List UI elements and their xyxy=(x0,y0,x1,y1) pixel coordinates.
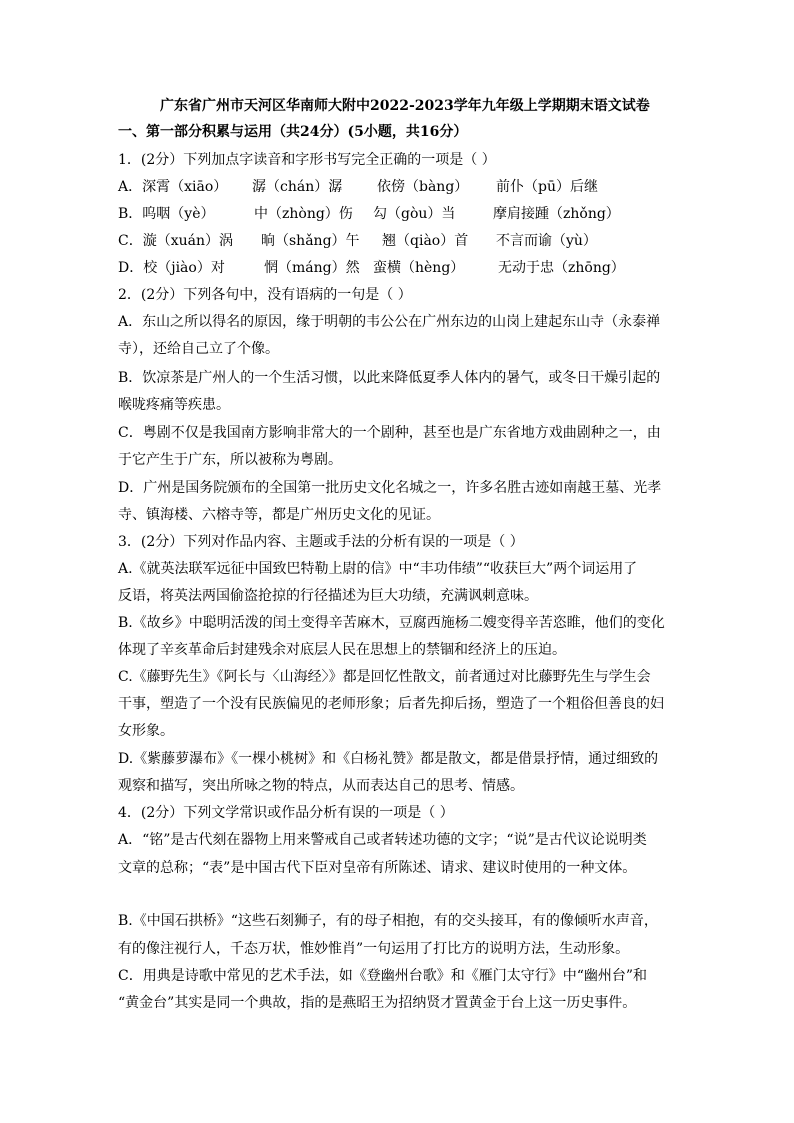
question-3-option-b-line-1: B.《故乡》中聪明活泼的闰土变得辛苦麻木，豆腐西施杨二嫂变得辛苦恣睢，他们的变化 xyxy=(118,615,665,631)
document-title: 广东省广州市天河区华南师大附中2022-2023学年九年级上学期期末语文试卷 xyxy=(160,98,650,114)
question-2-option-c-line-2: 于它产生于广东，所以被称为粤剧。 xyxy=(118,452,342,468)
question-3-option-c-line-2: 干事，塑造了一个没有民族偏见的老师形象；后者先抑后扬，塑造了一个粗俗但善良的妇 xyxy=(118,696,664,712)
question-4-option-a-line-2: 文章的总称；“表”是中国古代下臣对皇帝有所陈述、请求、建议时使用的一种文体。 xyxy=(118,860,637,876)
option-a-part-3: 依傍（bàng） xyxy=(377,179,469,195)
option-a-part-1: A．深霄（xiāo） xyxy=(118,179,228,195)
option-b-part-4: 摩肩接踵（zhǒng） xyxy=(493,206,620,222)
option-c-part-1: C．漩（xuán）涡 xyxy=(118,233,233,249)
question-2-option-b-line-1: B．饮凉茶是广州人的一个生活习惯，以此来降低夏季人体内的暑气，或冬日干燥引起的 xyxy=(118,370,661,386)
question-3-option-b-line-2: 体现了辛亥革命后封建残余对底层人民在思想上的禁锢和经济上的压迫。 xyxy=(118,642,566,658)
option-a-part-4: 前仆（pū）后继 xyxy=(496,179,598,195)
question-3-option-a-line-2: 反语，将英法两国偷盗抢掠的行径描述为巨大功绩，充满讽刺意味。 xyxy=(118,588,538,604)
question-2-option-a-line-1: A．东山之所以得名的原因，缘于明朝的韦公公在广州东边的山岗上建起东山寺（永泰禅 xyxy=(118,314,661,330)
question-2-option-d-line-1: D．广州是国务院颁布的全国第一批历史文化名城之一，许多名胜古迹如南越王墓、光孝 xyxy=(118,480,662,496)
question-2-option-a-line-2: 寺），还给自己立了个像。 xyxy=(118,341,279,357)
option-a-part-2: 潺（chán）潺 xyxy=(252,179,343,195)
option-d-part-3: 蛮横（hèng） xyxy=(373,260,465,276)
question-4-option-c-line-1: C．用典是诗歌中常见的艺术手法，如《登幽州台歌》和《雁门太守行》中“幽州台”和 xyxy=(118,968,648,984)
question-4-stem: 4．(2分）下列文学常识或作品分析有误的一项是（ ） xyxy=(118,805,454,821)
option-d-part-1: D．校（jiào）对 xyxy=(118,260,225,276)
option-b-part-1: B．呜咽（yè） xyxy=(118,206,215,222)
question-4-option-b-line-2: 有的像注视行人，千态万状，惟妙惟肖”一句运用了打比方的说明方法，生动形象。 xyxy=(118,941,630,957)
option-b-part-2: 中（zhòng）伤 xyxy=(254,206,353,222)
option-d-part-4: 无动于忠（zhōng） xyxy=(498,260,625,276)
question-3-option-c-line-3: 女形象。 xyxy=(118,723,174,739)
option-c-part-4: 不言而谕（yù） xyxy=(496,233,597,249)
question-2-option-d-line-2: 寺、镇海楼、六榕寺等，都是广州历史文化的见证。 xyxy=(118,507,440,523)
question-3-option-d-line-2: 观察和描写，突出所咏之物的特点，从而表达自己的思考、情感。 xyxy=(118,778,524,794)
question-3-option-d-line-1: D.《紫藤萝瀑布》《一棵小桃树》和《白杨礼赞》都是散文，都是借景抒情，通过细致的 xyxy=(118,751,659,767)
section-heading: 一、第一部分积累与运用（共24分）(5小题，共16分） xyxy=(118,124,468,140)
question-4-option-b-line-1: B.《中国石拱桥》“这些石刻狮子，有的母子相抱，有的交头接耳，有的像倾听水声音， xyxy=(118,913,658,929)
option-c-part-3: 翘（qiào）首 xyxy=(382,233,469,249)
option-b-part-3: 勾（gòu）当 xyxy=(373,206,456,222)
question-2-stem: 2．(2分）下列各句中，没有语病的一句是（ ） xyxy=(118,287,412,303)
question-3-stem: 3．(2分）下列对作品内容、主题或手法的分析有误的一项是（ ） xyxy=(118,534,524,550)
question-3-option-a-line-1: A.《就英法联军远征中国致巴特勒上尉的信》中“丰功伟绩”“收获巨大”两个词运用了 xyxy=(118,561,638,577)
question-4-option-a-line-1: A．“铭”是古代刻在器物上用来警戒自己或者转述功德的文字；“说”是古代议论说明类 xyxy=(118,832,647,848)
question-3-option-c-line-1: C.《藤野先生》《阿长与〈山海经〉》都是回忆性散文，前者通过对比藤野先生与学生会 xyxy=(118,669,651,685)
question-1-stem: 1．(2分）下列加点字读音和字形书写完全正确的一项是（ ） xyxy=(118,152,496,168)
question-4-option-c-line-2: “黄金台”其实是同一个典故，指的是燕昭王为招纳贤才置黄金于台上这一历史事件。 xyxy=(118,995,637,1011)
question-2-option-c-line-1: C．粤剧不仅是我国南方影响非常大的一个剧种，甚至也是广东省地方戏曲剧种之一，由 xyxy=(118,425,661,441)
option-c-part-2: 晌（shǎng）午 xyxy=(261,233,360,249)
option-d-part-2: 惘（máng）然 xyxy=(264,260,360,276)
question-2-option-b-line-2: 喉咙疼痛等疾患。 xyxy=(118,397,230,413)
